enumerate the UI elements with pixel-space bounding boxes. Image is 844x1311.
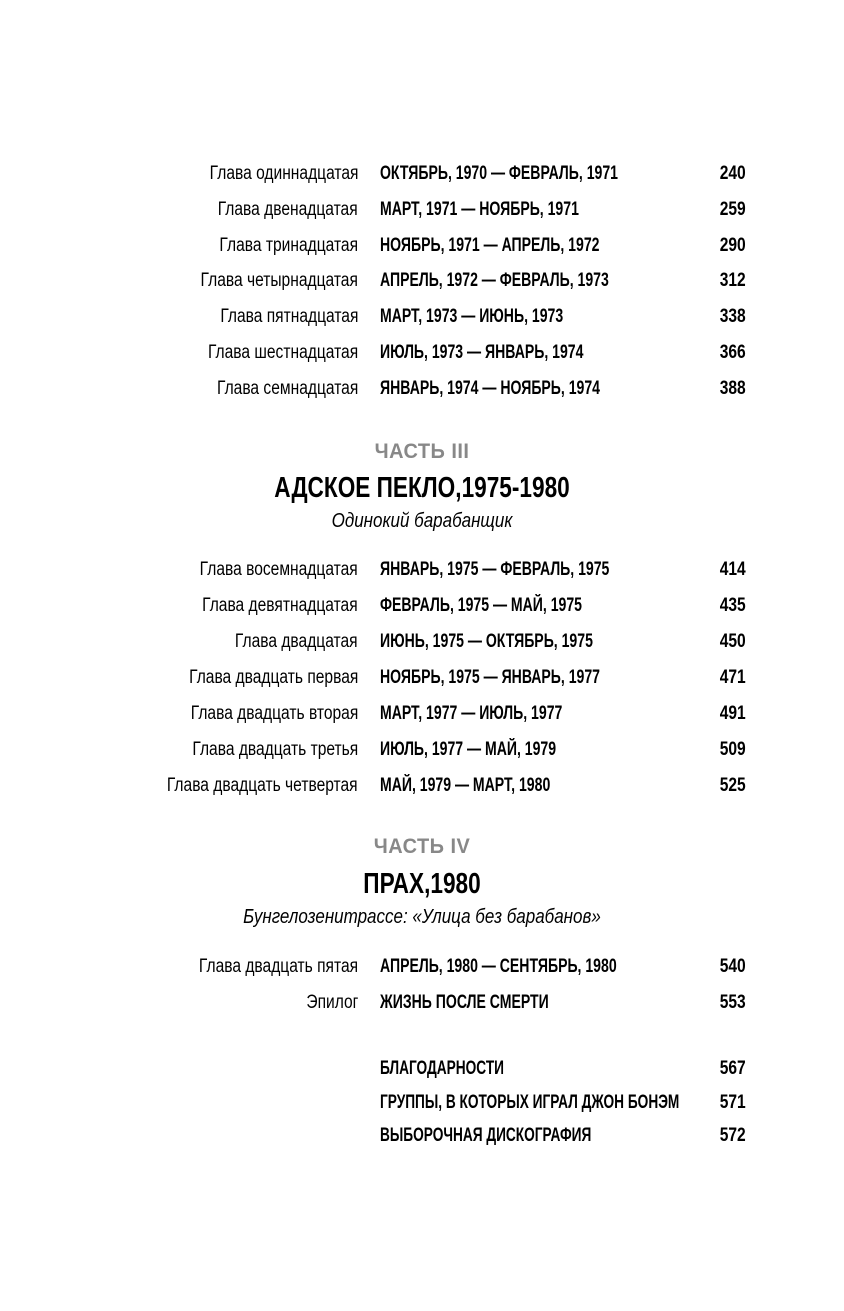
toc-row [0,302,844,332]
chapter-name: Глава семнадцатая [216,378,358,399]
chapter-name: Глава двенадцатая [218,199,358,220]
toc-row [0,663,844,693]
page-number: 240 [720,163,746,184]
chapter-name: Глава пятнадцатая [219,306,358,327]
chapter-name: Глава двадцатая [235,631,358,652]
page-number: 388 [720,378,746,399]
chapter-period: АПРЕЛЬ, 1980 — СЕНТЯБРЬ, 1980 [380,956,617,977]
chapter-name: Глава двадцать вторая [190,703,358,724]
chapter-period: МАЙ, 1979 — МАРТ, 1980 [380,775,551,796]
page-number: 290 [720,235,746,256]
chapter-name: Глава девятнадцатая [202,595,358,616]
back-matter-title: ВЫБОРОЧНАЯ ДИСКОГРАФИЯ [380,1125,592,1146]
page-number: 567 [720,1058,746,1079]
page-number: 259 [720,199,746,220]
toc-row [0,266,844,296]
chapter-period: ИЮНЬ, 1975 — ОКТЯБРЬ, 1975 [380,631,593,652]
toc-row [0,374,844,404]
page-number: 435 [720,595,746,616]
toc-row [0,699,844,729]
toc-row [0,555,844,585]
toc-row [0,195,844,225]
page-number: 509 [720,739,746,760]
toc-row [0,735,844,765]
chapter-period: МАРТ, 1977 — ИЮЛЬ, 1977 [380,703,563,724]
page-number: 414 [720,559,746,580]
chapter-period: ФЕВРАЛЬ, 1975 — МАЙ, 1975 [380,595,582,616]
page-number: 491 [720,703,746,724]
toc-row [0,627,844,657]
chapter-period: ИЮЛЬ, 1977 — МАЙ, 1979 [380,739,557,760]
part-4-label: ЧАСТЬ IV [373,835,471,858]
toc-row [0,591,844,621]
part-3-subtitle: Одинокий барабанщик [331,510,513,532]
chapter-period: ОКТЯБРЬ, 1970 — ФЕВРАЛЬ, 1971 [380,163,618,184]
toc-row [0,338,844,368]
chapter-name: Глава двадцать пятая [198,956,358,977]
chapter-name: Глава восемнадцатая [199,559,358,580]
chapter-name: Глава двадцать третья [192,739,358,760]
page-number: 366 [720,342,746,363]
chapter-period: НОЯБРЬ, 1971 — АПРЕЛЬ, 1972 [380,235,600,256]
toc-row [0,771,844,801]
chapter-name: Эпилог [306,992,358,1013]
page-number: 338 [720,306,746,327]
back-matter-row [0,1088,844,1118]
page-number: 450 [720,631,746,652]
back-matter-title: ГРУППЫ, В КОТОРЫХ ИГРАЛ ДЖОН БОНЭМ [380,1092,680,1113]
page-number: 571 [720,1092,746,1113]
chapter-period: МАРТ, 1971 — НОЯБРЬ, 1971 [380,199,579,220]
chapter-name: Глава двадцать четвертая [167,775,358,796]
chapter-period: ИЮЛЬ, 1973 — ЯНВАРЬ, 1974 [380,342,584,363]
page-number: 471 [720,667,746,688]
chapter-period: НОЯБРЬ, 1975 — ЯНВАРЬ, 1977 [380,667,601,688]
page-number: 553 [720,992,746,1013]
chapter-name: Глава четырнадцатая [200,270,358,291]
part-4-title: ПРАХ,1980 [363,868,481,900]
chapter-period: ЯНВАРЬ, 1974 — НОЯБРЬ, 1974 [380,378,601,399]
part-3-label: ЧАСТЬ III [374,440,470,463]
part-4-subtitle: Бунгелозенитрассе: «Улица без барабанов» [243,906,601,928]
back-matter-row [0,1054,844,1084]
chapter-name: Глава одиннадцатая [209,163,358,184]
chapter-name: Глава тринадцатая [219,235,358,256]
chapter-period: МАРТ, 1973 — ИЮНЬ, 1973 [380,306,564,327]
back-matter-title: БЛАГОДАРНОСТИ [380,1058,505,1079]
toc-row [0,988,844,1018]
chapter-period: ЖИЗНЬ ПОСЛЕ СМЕРТИ [380,992,549,1013]
toc-row [0,231,844,261]
chapter-period: ЯНВАРЬ, 1975 — ФЕВРАЛЬ, 1975 [380,559,610,580]
back-matter-row [0,1121,844,1151]
chapter-name: Глава шестнадцатая [207,342,358,363]
toc-row [0,159,844,189]
toc-row [0,952,844,982]
chapter-period: АПРЕЛЬ, 1972 — ФЕВРАЛЬ, 1973 [380,270,609,291]
page-number: 312 [720,270,746,291]
page-number: 525 [720,775,746,796]
page-number: 540 [720,956,746,977]
chapter-name: Глава двадцать первая [188,667,358,688]
page-number: 572 [720,1125,746,1146]
part-3-title: АДСКОЕ ПЕКЛО,1975-1980 [274,472,570,504]
